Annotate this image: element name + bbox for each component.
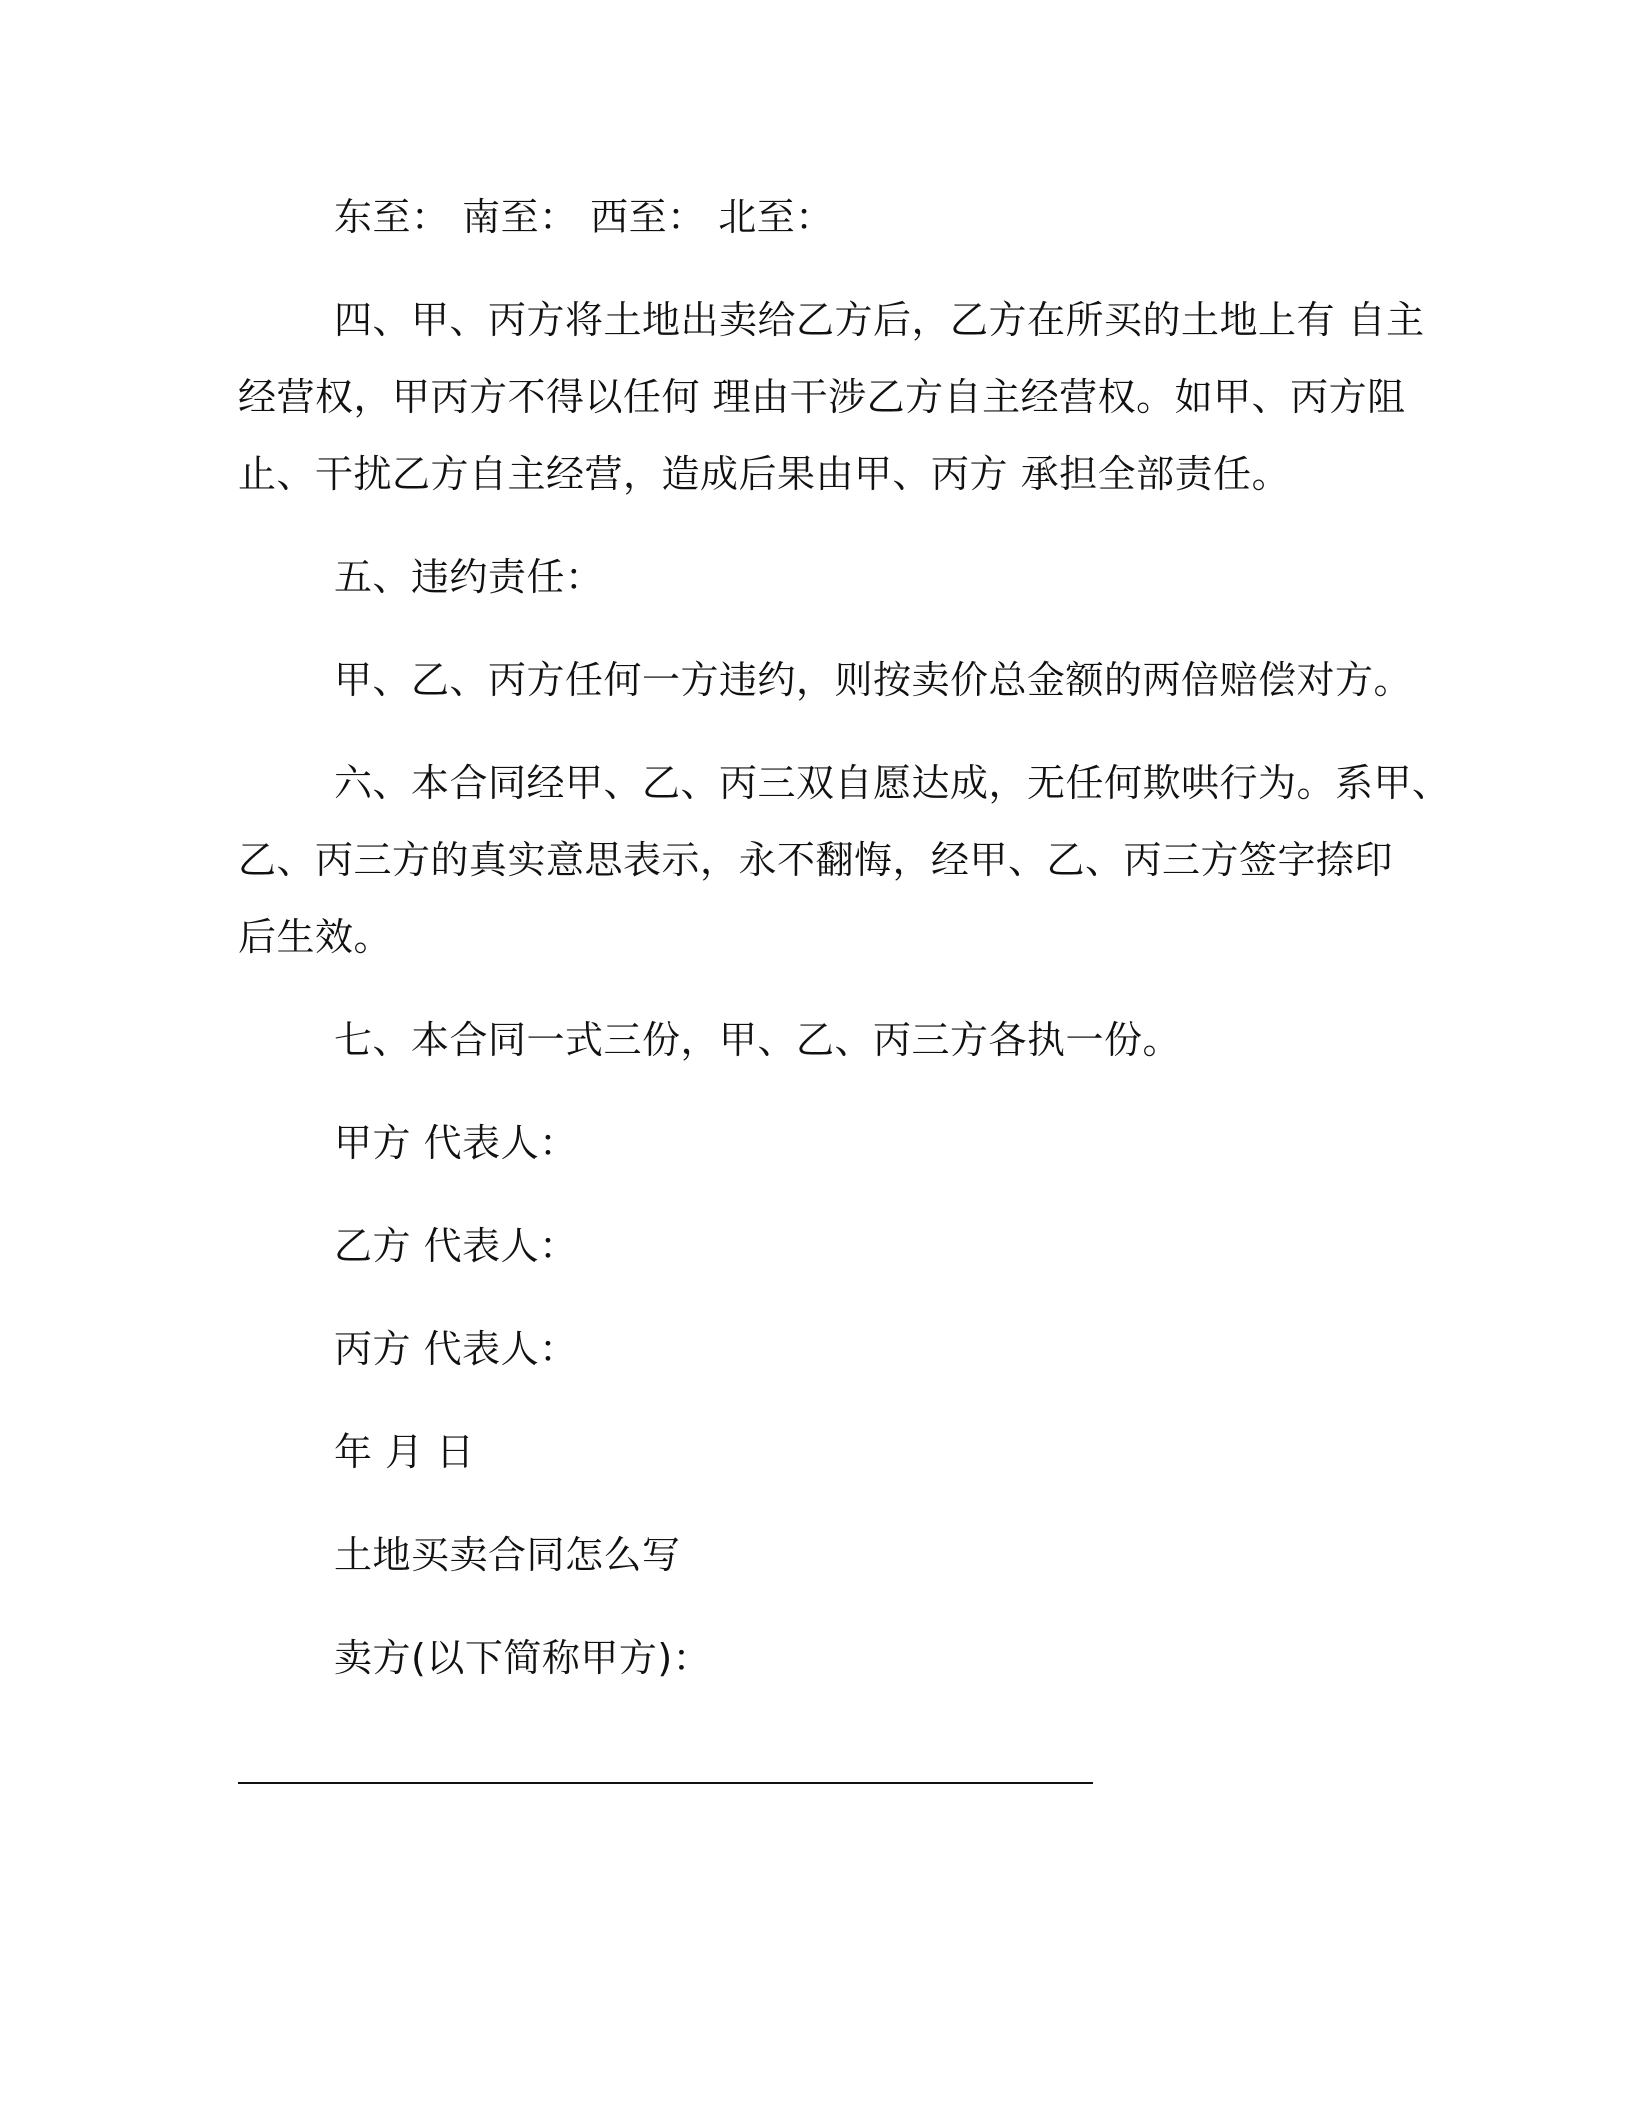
clause-6-line-1: 六、本合同经甲、乙、丙三双自愿达成，无任何欺哄行为。系甲、 [334, 761, 1451, 805]
clause-4-line-3: 止、干扰乙方自主经营，造成后果由甲、丙方 承担全部责任。 [238, 452, 1291, 496]
clause-4-line-1: 四、甲、丙方将土地出卖给乙方后，乙方在所买的土地上有 自主 [334, 298, 1425, 342]
signature-party-b: 乙方 代表人： [334, 1224, 578, 1268]
signature-party-c: 丙方 代表人： [334, 1327, 578, 1371]
clause-7: 七、本合同一式三份，甲、乙、丙三方各执一份。 [334, 1018, 1182, 1062]
clause-5-body: 甲、乙、丙方任何一方违约，则按卖价总金额的两倍赔偿对方。 [334, 658, 1413, 702]
blank-fill-underline [238, 1782, 1093, 1784]
seller-line: 卖方(以下简称甲方)： [334, 1636, 712, 1680]
signature-party-a: 甲方 代表人： [334, 1121, 578, 1165]
clause-6-line-2: 乙、丙三方的真实意思表示，永不翻悔，经甲、乙、丙三方签字捺印 [238, 838, 1394, 882]
section-heading: 土地买卖合同怎么写 [334, 1533, 681, 1577]
date-line: 年 月 日 [334, 1430, 475, 1474]
clause-6-line-3: 后生效。 [238, 915, 393, 959]
clause-4-line-2: 经营权，甲丙方不得以任何 理由干涉乙方自主经营权。如甲、丙方阻 [238, 375, 1406, 419]
boundaries-line: 东至： 南至： 西至： 北至： [334, 195, 834, 239]
clause-5-title: 五、违约责任： [334, 555, 604, 599]
